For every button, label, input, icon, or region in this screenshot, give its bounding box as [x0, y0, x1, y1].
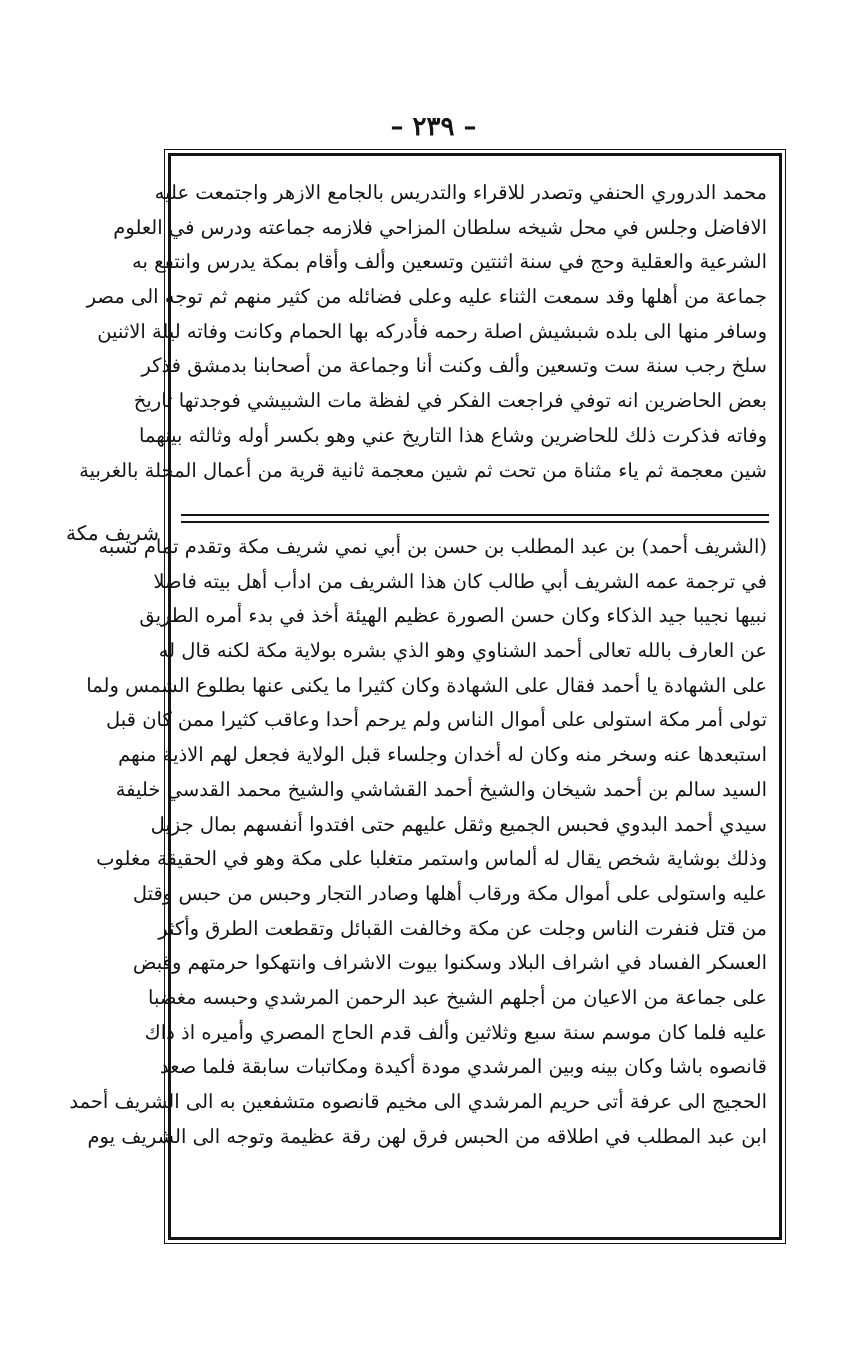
text-line: (الشريف أحمد) بن عبد المطلب بن حسن بن أبي نمي شريف مكة وتقدم تمام نسبه — [98, 535, 767, 558]
text-line: على الشهادة يا أحمد فقال على الشهادة وكان كثيرا ما يكنى عنها بطلوع الشمس ولما — [86, 673, 767, 697]
text-line: عليه واستولى على أموال مكة ورقاب أهلها وصادر التجار وحبس من حبس وقتل — [132, 881, 767, 905]
margin-note-sharif-of-mecca: شريف مكة — [66, 521, 159, 545]
text-line: في ترجمة عمه الشريف أبي طالب كان هذا الشريف من ادأب أهل بيته فاضلا — [153, 569, 767, 593]
text-line: من قتل فنفرت الناس وجلت عن مكة وخالفت القبائل وتقطعت الطرق وأكثر — [158, 916, 767, 940]
text-section-two — [69, 530, 767, 1154]
text-line: قانصوه باشا وكان بينه وبين المرشدي مودة أكيدة ومكاتبات سابقة فلما صعد — [160, 1055, 767, 1079]
text-line: تولى أمر مكة استولى على أموال الناس ولم يرحم أحدا وعاقب كثيرا ممن كان قبل — [106, 708, 767, 732]
text-line: العسكر الفساد في اشراف البلاد وسكنوا بيوت الاشراف وانتهكوا حرمتهم وقبض — [132, 951, 767, 975]
text-line: السيد سالم بن أحمد شيخان والشيخ أحمد القشاشي والشيخ محمد القدسي خليفة — [115, 777, 767, 801]
text-line: سلخ رجب سنة ست وتسعين وألف وكنت أنا وجماعة من أصحابنا بدمشق فذكر — [141, 354, 767, 378]
page-number: – ٢٣٩ – — [390, 112, 477, 142]
text-line: عن العارف بالله تعالى أحمد الشناوي وهو الذي بشره بولاية مكة لكنه قال له — [158, 639, 767, 663]
text-line: عليه فلما كان موسم سنة سبع وثلاثين وألف قدم الحاج المصري وأميره اذ ذاك — [144, 1020, 767, 1044]
text-line: بعض الحاضرين انه توفي فراجعت الفكر في لفظة مات الشبيشي فوجدتها تاريخ — [133, 389, 767, 413]
text-line: استبعدها عنه وسخر منه وكان له أخدان وجلساء قبل الولاية فجعل لهم الاذية منهم — [118, 743, 767, 767]
text-line: على جماعة من الاعيان من أجلهم الشيخ عبد الرحمن المرشدي وحبسه مغضبا — [148, 985, 767, 1009]
text-line: شين معجمة ثم ياء مثناة من تحت ثم شين معجمة ثانية قرية من أعمال المحلة بالغربية — [79, 458, 767, 482]
text-line: وسافر منها الى بلده شبشيش اصلة رحمه فأدركه بها الحمام وكانت وفاته ليلة الاثنين — [97, 319, 767, 343]
text-frame — [69, 153, 782, 1240]
text-line: جماعة من أهلها وقد سمعت الثناء عليه وعلى فضائله من كثير منهم ثم توجه الى مصر — [86, 285, 767, 309]
text-line: الحجيج الى عرفة أتى حريم المرشدي الى مخيم قانصوه متشفعين به الى الشريف أحمد — [69, 1090, 767, 1113]
text-line: سيدي أحمد البدوي فحبس الجميع وثقل عليهم حتى افتدوا أنفسهم بمال جزيل — [150, 812, 767, 836]
text-line: وفاته فذكرت ذلك للحاضرين وشاع هذا التاريخ عني وهو بكسر أوله وثالثه بينهما — [139, 423, 767, 447]
text-line: محمد الدروري الحنفي وتصدر للاقراء والتدريس بالجامع الازهر واجتمعت عليه — [154, 181, 767, 204]
text-line: ابن عبد المطلب في اطلاقه من الحبس فرق لهن رقة عظيمة وتوجه الى الشريف يوم — [87, 1124, 767, 1148]
text-line: نبيها نجيبا جيد الذكاء وكان حسن الصورة عظيم الهيئة أخذ في بدء أمره الطريق — [139, 604, 767, 628]
text-line: الشرعية والعقلية وحج في سنة اثنتين وتسعين وألف وأقام بمكة يدرس وانتفع به — [132, 250, 767, 274]
text-section-one — [79, 176, 767, 488]
text-line: وذلك بوشاية شخص يقال له ألماس واستمر متغلبا على مكة وهو في الحقيقة مغلوب — [96, 847, 767, 871]
section-divider — [181, 514, 769, 523]
text-line: الافاضل وجلس في محل شيخه سلطان المزاحي فلازمه جماعته ودرس في العلوم — [113, 215, 767, 239]
